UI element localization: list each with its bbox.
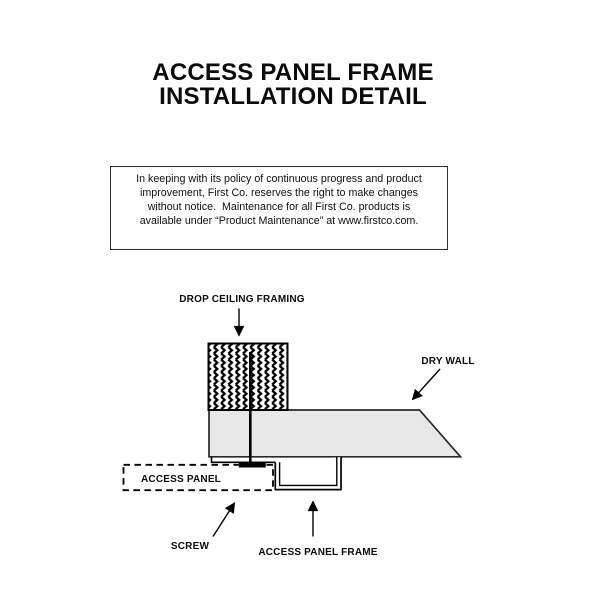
drywall-shape: [209, 410, 461, 457]
label-dry-wall: DRY WALL: [421, 355, 475, 367]
disclaimer-line: In keeping with its policy of continuous progress and product: [136, 172, 422, 185]
arrow-to-drywall: [413, 369, 441, 400]
label-access-panel-frame: ACCESS PANEL FRAME: [258, 546, 378, 558]
frame-flange-line: [212, 457, 276, 462]
label-screw: SCREW: [170, 540, 210, 552]
page-title-line1: ACCESS PANEL FRAME: [152, 59, 434, 86]
page-title-line2: INSTALLATION DETAIL: [159, 82, 427, 110]
disclaimer-line: without notice. Maintenance for all First Co. products is: [147, 200, 411, 213]
disclaimer-line: improvement, First Co. reserves the right to make changes: [140, 186, 418, 199]
label-drop-ceiling-framing: DROP CEILING FRAMING: [179, 294, 305, 305]
drop-ceiling-framing-hatch: [209, 344, 288, 411]
disclaimer-line: available under “Product Maintenance” at www.firstco.com.: [139, 214, 419, 227]
label-access-panel: ACCESS PANEL: [140, 474, 222, 485]
screw-head: [239, 463, 266, 468]
arrow-to-screw: [213, 503, 235, 537]
